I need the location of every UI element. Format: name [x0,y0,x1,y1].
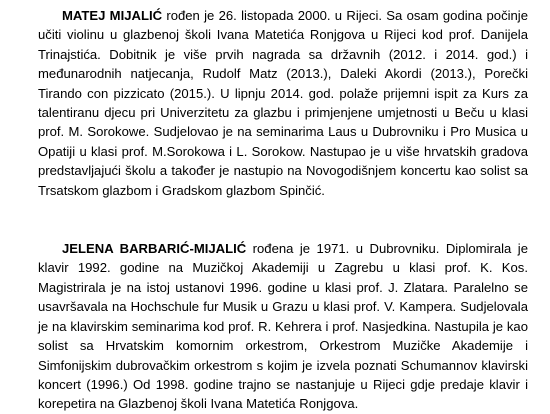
bio-line: prof. M. Sorokowe. Sudjelovao je na seminarima Laus u Dubrovniku i Pro Musica u [38,124,528,140]
person-name: JELENA BARBARIĆ-MIJALIĆ [62,241,247,257]
bio-line [38,239,528,258]
bio-line: korepetira na Glazbenoj školi Ivana Matetića Ronjgova. [38,396,359,412]
bio-line: Simfonijskim dubrovačkim orkestrom s kojim je izvela poznati Schumannov klavirski [38,357,528,373]
person-name: MATEJ MIJALIĆ [62,8,163,23]
bio-matej-mijalic [38,6,528,200]
bio-line: predstavljajući školu a također je nastupio na Novogodišnjem koncertu kao solist sa [38,163,528,179]
bio-line: učiti violinu u glazbenoj školi Ivana Matetića Ronjgova u Rijeci kod prof. Danijela [38,27,528,43]
bio-line: talentiranu djecu pri Univerzitetu za glazbu i primjenjene umjetnosti u Beču u klasi [38,105,528,121]
bio-line: je na klavirskim seminarima kod prof. R. Kehrera i prof. Nasjedkina. Nastupila je kao [38,318,528,334]
bio-line: solist sa Hrvatskim komornim orkestrom, Orkestrom Muzičke Akademije i [38,338,528,354]
bio-line [38,6,528,25]
bio-line: klavir 1992. godine na Muzičkoj Akademiji u Zagrebu u klasi prof. K. Kos. [38,260,528,276]
bio-line: Opatiji u klasi prof. M.Sorokowa i L. Sorokow. Nastupao je u više hrvatskih gradova [38,143,528,159]
bio-line: Trinajstića. Dobitnik je više prvih nagrada sa državnih (2012. i 2014. god.) i [38,46,528,62]
bio-line: međunarodnih natjecanja, Rudolf Matz (2013.), Daleki Akordi (2013.), Porečki [38,66,528,82]
document-page [38,6,528,414]
bio-line: Magistrirala je na istoj ustanovi 1996. godine u klasi prof. J. Zlatara. Paralelno se [38,279,528,295]
bio-line: usavršavala na Hochschule fur Musik u Grazu u klasi prof. V. Kampera. Sudjelovala [38,299,528,315]
bio-text: rođena je 1971. u Dubrovniku. Diplomirala je [246,241,528,257]
bio-line: Tirando con pizzicato (2015.). U lipnju 2014. god. polaže prijemni ispit za Kurs za [38,85,528,101]
bio-text: rođen je 26. listopada 2000. u Rijeci. Sa osam godina počinje [162,8,528,23]
bio-line: Trsatskom glazbom i Gradskom glazbom Spinčić. [38,182,325,198]
paragraph-gap [38,200,528,239]
bio-line: koncert (1996.) Od 1998. godine trajno se nastanjuje u Rijeci gdje predaje klavir i [38,376,528,392]
bio-jelena-barbaric-mijalic [38,239,528,414]
